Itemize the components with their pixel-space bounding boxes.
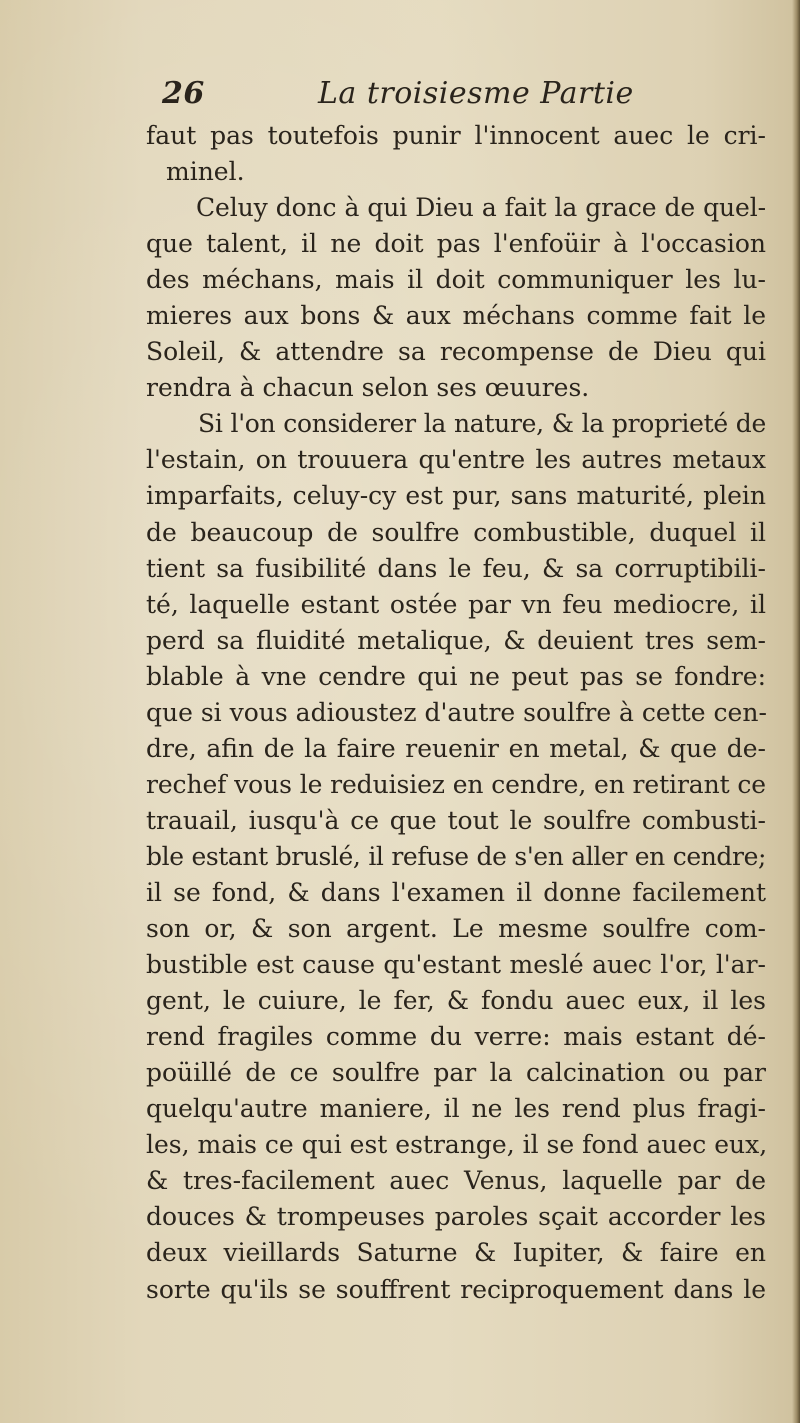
text-line: rend fragiles comme du verre: mais estant dé- (146, 1022, 766, 1052)
page-number: 26 (162, 76, 205, 111)
text-line: mieres aux bons & aux méchans comme fait le (146, 301, 766, 331)
text-line: rechef vous le reduisiez en cendre, en retirant ce (146, 769, 766, 799)
text-line: ble estant bruslé, il refuse de s'en aller en cendre; (146, 841, 766, 871)
text-line: faut pas toutefois punir l'innocent auec le cri- (146, 121, 766, 150)
text-line: Celuy donc à qui Dieu a fait la grace de quel- (196, 193, 766, 223)
text-line: Si l'on considerer la nature, & la proprieté de (198, 409, 766, 439)
text-line: trauail, iusqu'à ce que tout le soulfre combusti- (146, 805, 766, 835)
text-line: tient sa fusibilité dans le feu, & sa corruptibili- (146, 553, 766, 583)
text-line: té, laquelle estant ostée par vn feu mediocre, il (146, 589, 766, 619)
body-text (146, 118, 766, 1308)
text-line: des méchans, mais il doit communiquer les lu- (146, 265, 766, 295)
text-line: son or, & son argent. Le mesme soulfre com- (146, 914, 766, 944)
text-line: imparfaits, celuy-cy est pur, sans maturité, plein (146, 481, 766, 511)
text-line: que si vous adioustez d'autre soulfre à cette cen- (146, 697, 767, 727)
text-line: dre, afin de la faire reuenir en metal, & que de- (146, 733, 766, 763)
text-line: rendra à chacun selon ses œuures. (146, 373, 590, 403)
running-head (0, 72, 800, 118)
text-line: deux vieillards Saturne & Iupiter, & faire en (146, 1238, 766, 1268)
text-line: gent, le cuiure, le fer, & fondu auec eux, il les (146, 986, 766, 1016)
text-line: Soleil, & attendre sa recompense de Dieu qui (146, 337, 766, 367)
text-line: sorte qu'ils se souffrent reciproquement dans le (146, 1274, 766, 1304)
running-title: La troisiesme Partie (318, 76, 634, 111)
text-line: que talent, il ne doit pas l'enfoüir à l'occasion (146, 229, 766, 259)
text-line: & tres-facilement auec Venus, laquelle par de (146, 1166, 766, 1196)
text-line: quelqu'autre maniere, il ne les rend plus fragi- (146, 1094, 766, 1124)
text-line: de beaucoup de soulfre combustible, duquel il (146, 517, 766, 547)
text-line: minel. (166, 157, 245, 187)
text-line: il se fond, & dans l'examen il donne facilement (146, 877, 766, 907)
page-edge-shadow (792, 0, 800, 1423)
text-line: les, mais ce qui est estrange, il se fond auec eux, (146, 1130, 768, 1160)
text-line: perd sa fluidité metalique, & deuient tres sem- (146, 625, 766, 655)
text-line: bustible est cause qu'estant meslé auec l'or, l'ar- (146, 950, 766, 980)
text-line: douces & trompeuses paroles sçait accorder les (146, 1202, 766, 1232)
text-line: l'estain, on trouuera qu'entre les autres metaux (146, 445, 766, 475)
text-line: blable à vne cendre qui ne peut pas se fondre: (146, 661, 766, 691)
text-line: poüillé de ce soulfre par la calcination ou par (146, 1058, 766, 1088)
